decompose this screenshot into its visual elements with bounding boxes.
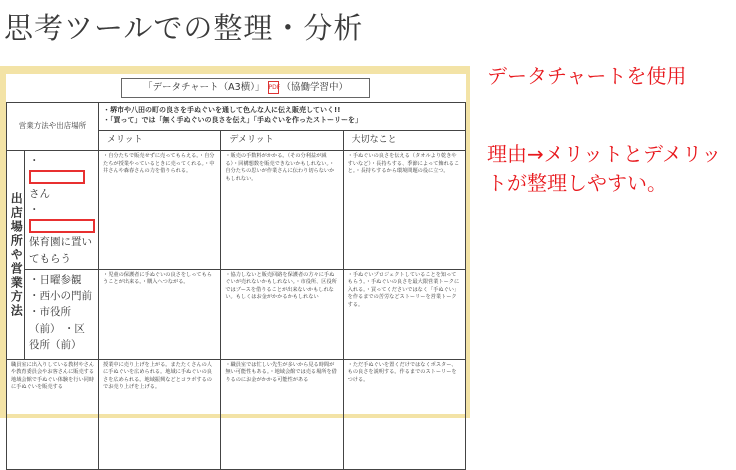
note-reason: 理由→メリットとデメリットが整理しやすい。 <box>487 142 722 195</box>
sheet-header-suffix: （協働学習中） <box>281 82 349 93</box>
data-chart-sheet <box>6 74 466 414</box>
sheet-note-1: ・堺市や八田の町の良さを手ぬぐいを通して色んな人に伝え販売していく!! <box>103 106 341 114</box>
column-header-important: 大切なこと <box>343 131 465 151</box>
cell-demerit: ・販売の手数料がかかる。（その分利益が減る）・回構想数を販売できないかもしれない。・自分たちの思いが作業さんに伝わり切らないかもしれない。 <box>221 151 343 270</box>
sheet-notes <box>99 103 466 131</box>
sheet-note-2: ・「買って」では「無く手ぬぐいの良さを伝え」「手ぬぐいを作ったストーリーを」 <box>103 116 362 125</box>
sheet-header <box>121 78 370 98</box>
row-label: ・日曜参観 ・西小の門前 ・市役所（前） ・区役所（前） <box>25 269 99 359</box>
row-label: ・さん ・ 保育園に置いてもらう <box>25 151 99 270</box>
cell-important: ・手ぬぐいの良さを伝える（タオルより乾きやすいなど）・長持ちする、季節によって飾れること。・長持ちするから環境問題の役に立つ。 <box>343 151 465 270</box>
sheet-header-title: 「データチャート（A3横）」 <box>142 82 265 93</box>
redaction-box <box>29 170 85 184</box>
cell-important: ・ただ手ぬぐいを置くだけではなくポスター、もの良さを説明する。作るまでのストーリーをつける。 <box>343 359 465 469</box>
row-label-tail: 保育園に置いてもらう <box>29 236 92 265</box>
cell-demerit: ・職員室では忙しい先生が多いから見る時間が無い可能性もある。・地域会館では売る場所を借りるのにお金がかかる可能性がある <box>221 359 343 469</box>
slide-title: 思考ツールでの整理・分析 <box>4 11 364 45</box>
column-header-demerit: デメリット <box>221 131 343 151</box>
column-header-merit: メリット <box>99 131 221 151</box>
vertical-row-label: 出店場所や営業方法 <box>7 151 25 360</box>
note-data-chart: データチャートを使用 <box>487 64 687 88</box>
cell-merit: ・自分たちで販売せずに売ってもらえる。・自分たちが授業やっているときに売ってくれる。・中井さんや森春さんの力を借りられる。 <box>99 151 221 270</box>
row-label: 職員室に出入りしている教材やさんや教育委員会やお客さんに販売する 地域会館で手ぬぐい体験を行い同時に手ぬぐいを販売する <box>7 359 99 469</box>
cell-merit: ・児童の保護者に手ぬぐいの良さをしってもらうことが出来る。・購入へつながる。 <box>99 269 221 359</box>
redaction-box <box>29 219 95 233</box>
cell-demerit: ・協力しないと販売回路を保護者の方々に手ぬぐいが売れないかもしれない。・市役所、区役所ではブースを借りることが出来ないかもしれない。もしくはお金がかかるかもしれない <box>221 269 343 359</box>
corner-label: 営業方法や出店場所 <box>7 103 99 151</box>
data-chart-table <box>6 102 466 470</box>
pdf-icon: PDF <box>268 81 279 94</box>
row-label-suffix: さん <box>29 187 50 200</box>
cell-merit: 授業中に売り上げを上がる。またたくさんの人に手ぬぐいを広められる。地域に手ぬぐいの良さを広められる。地域振興などとコラボするのでお売り上げを上げる。 <box>99 359 221 469</box>
document-image <box>0 66 470 418</box>
cell-important: ・手ぬぐいプロジェクトしていることを知ってもらう。・手ぬぐいの良さを最大限営業トークに入れる。・買ってくださいではなく「手ぬぐい」を作るまでの苦労などストーリーを営業トークする。 <box>343 269 465 359</box>
